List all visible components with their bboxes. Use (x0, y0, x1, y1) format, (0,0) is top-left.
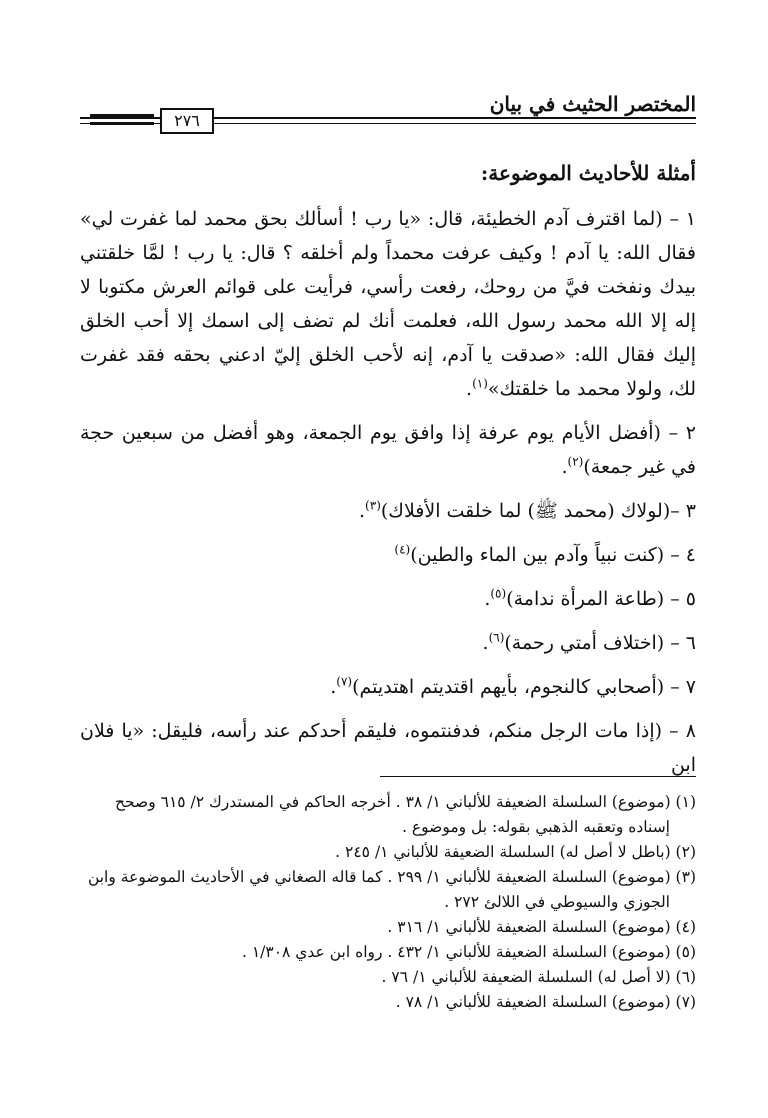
hadith-item: ٢ – (أفضل الأيام يوم عرفة إذا وافق يوم الجمعة، وهو أفضل من سبعين حجة في غير جمعة)$^{(٢)}$. (80, 422, 697, 478)
hadith-item: ٤ – (كنت نبياً وآدم بين الماء والطين)$^{(٤)}$ (394, 542, 696, 566)
footnote: (١) (موضوع) السلسلة الضعيفة للألباني ١/ ٣٨ . أخرجه الحاكم في المستدرك ٢/ ٦١٥ وصحح إسناده وتعقبه الذهبي بقوله: بل وموضوع . (115, 793, 696, 836)
footnote-ref[interactable]: (٥) (490, 586, 507, 601)
footnote: (٦) (لا أصل له) السلسلة الضعيفة للألباني ١/ ٧٦ . (381, 968, 696, 986)
running-title: المختصر الحثيث في بيان (489, 92, 696, 116)
footnote-ref[interactable]: (٤) (394, 542, 411, 557)
hadith-item: ٥ – (طاعة المرأة ندامة)$^{(٥)}$. (484, 586, 696, 610)
footnote: (٧) (موضوع) السلسلة الضعيفة للألباني ١/ ٧٨ . (395, 993, 696, 1011)
hadith-item: ٨ – (إذا مات الرجل منكم، فدفنتموه، فليقم أحدكم عند رأسه، فليقل: «يا فلان ابن (80, 720, 696, 776)
footnote: (٥) (موضوع) السلسلة الضعيفة للألباني ١/ ٤٣٢ . رواه ابن عدي ١/٣٠٨ . (241, 943, 696, 961)
footnote-ref[interactable]: (١) (472, 376, 488, 391)
header-ornament-bar (90, 114, 154, 119)
footnote-ref[interactable]: (٧) (336, 674, 353, 689)
footnote: (٤) (موضوع) السلسلة الضعيفة للألباني ١/ ٣١٦ . (387, 918, 696, 936)
footnote: (٢) (باطل لا أصل له) السلسلة الضعيفة للألباني ١/ ٢٤٥ . (335, 843, 696, 861)
page-number: ٢٧٦ (160, 108, 214, 134)
hadith-item: ٣ –(لولاك (محمد ﷺ) لما خلقت الأفلاك)$^{(٣)}$. (359, 498, 696, 522)
footnote: (٣) (موضوع) السلسلة الضعيفة للألباني ١/ ٢٩٩ . كما قاله الصغاني في الأحاديث الموضوعة وابن الجوزي والسيوطي في اللالئ ٢٧٢ . (87, 868, 696, 911)
hadith-item: ١ – (لما اقترف آدم الخطيئة، قال: «يا رب ! أسألك بحق محمد لما غفرت لي» فقال الله: يا آدم ! وكيف عرفت محمداً ولم أخلقه ؟ قال: يا رب ! لمَّا خلقتني بيدك ونفخت فيَّ من روحك، رفعت رأسي، فرأيت على قوائم العرش مكتوبا لا إله إلا الله محمد رسول الله، فعلمت أنك لم تضف إلى اسمك إلا أحب الخلق إليك فقال الله: «صدقت يا آدم، إنه لأحب الخلق إليّ ادعني بحقه فقد غفرت لك، ولولا محمد ما خلقتك»$^{(١)}$. (80, 208, 697, 400)
page-header (80, 84, 696, 132)
footnote-ref[interactable]: (٦) (488, 630, 505, 645)
hadith-item: ٧ – (أصحابي كالنجوم، بأيهم اقتديتم اهتديتم)$^{(٧)}$. (330, 674, 696, 698)
hadith-item: ٦ – (اختلاف أمتي رحمة)$^{(٦)}$. (482, 630, 696, 654)
section-title: أمثلة للأحاديث الموضوعة: (480, 161, 696, 185)
header-ornament-bar-2 (90, 122, 154, 125)
footnotes (70, 790, 696, 1015)
footnote-ref[interactable]: (٣) (365, 498, 381, 513)
main-text (80, 156, 696, 792)
footnote-separator (380, 776, 696, 777)
footnote-ref[interactable]: (٢) (567, 454, 584, 469)
